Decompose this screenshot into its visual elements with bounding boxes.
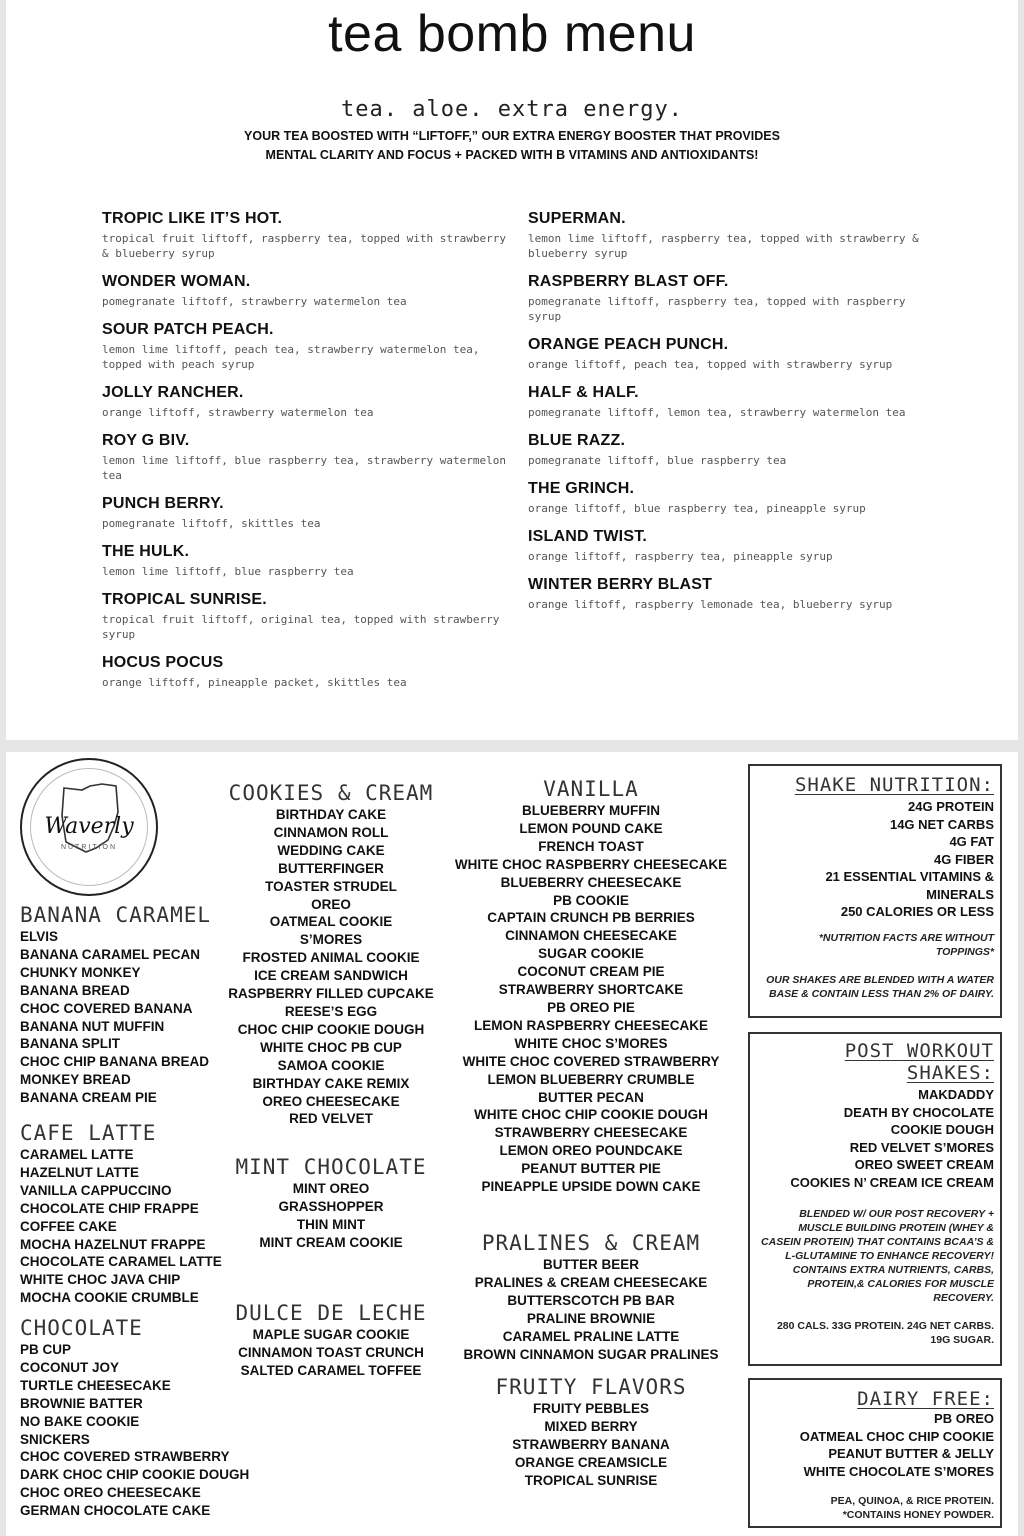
tea-name: HALF & HALF. [528,384,639,401]
flavor-item: OATMEAL COOKIE [269,914,393,930]
flavor-item: RASPBERRY FILLED CUPCAKE [228,986,434,1002]
flavor-item: 21 ESSENTIAL VITAMINS & [825,869,994,884]
flavor-item: WHITE CHOCOLATE S’MORES [803,1463,994,1479]
flavor-item: SAMOA COOKIE [277,1057,385,1073]
flavor-item: THIN MINT [296,1216,366,1232]
tea-description: orange liftoff, raspberry lemonade tea, blueberry syrup [528,598,893,611]
flavor-item: PROTEIN,& CALORIES FOR MUSCLE [807,1278,994,1290]
flavor-item: CINNAMON ROLL [273,824,389,840]
tea-item [528,384,938,420]
flavor-item: LEMON POUND CAKE [519,820,663,836]
section-title: FRUITY FLAVORS [495,1375,687,1399]
tea-description: orange liftoff, blue raspberry tea, pineapple syrup [528,502,866,515]
flavor-item: CHOC CHIP BANANA BREAD [20,1054,210,1070]
flavor-item: WEDDING CAKE [277,842,385,858]
flavor-item: CAPTAIN CRUNCH PB BERRIES [487,910,695,926]
tea-item [528,480,938,516]
tea-name: WINTER BERRY BLAST [528,576,713,593]
dulce-de-leche-section [220,1300,442,1380]
flavor-item: BUTTERSCOTCH PB BAR [507,1292,675,1308]
vanilla-section [446,776,736,1196]
flavor-item: DEATH BY CHOCOLATE [843,1104,994,1120]
flavor-item: L-GLUTAMINE TO ENHANCE RECOVERY! [785,1250,994,1262]
flavor-list [220,806,442,1128]
tea-description: pomegranate liftoff, skittles tea [102,517,321,530]
flavor-item: PB OREO PIE [547,999,635,1015]
tea-item [102,273,512,309]
menu-title: tea bomb menu [328,5,696,63]
tea-item [528,273,938,324]
tea-description: pomegranate liftoff, lemon tea, strawberry watermelon tea [528,406,906,419]
tea-name: TROPICAL SUNRISE. [102,591,267,608]
tea-item [528,432,938,468]
tea-name: SOUR PATCH PEACH. [102,321,274,338]
flavor-item: MONKEY BREAD [20,1072,131,1088]
flavor-item: VANILLA CAPPUCCINO [20,1182,172,1198]
dairy-free-box [748,1378,1002,1528]
flavor-item: BIRTHDAY CAKE [275,807,387,822]
flavor-item: CHOC COVERED BANANA [20,1000,193,1016]
logo-script-text: Waverly [44,814,134,839]
box-title: SHAKES: [906,1062,994,1084]
tea-item [102,495,512,531]
flavor-item: PRALINES & CREAM CHEESECAKE [474,1274,708,1290]
tea-item [528,336,938,372]
flavor-item: BROWN CINNAMON SUGAR PRALINES [463,1346,719,1362]
tea-name: TROPIC LIKE IT’S HOT. [102,210,283,227]
flavor-item: PINEAPPLE UPSIDE DOWN CAKE [481,1179,701,1195]
section-title: MINT CHOCOLATE [235,1155,427,1179]
flavor-item: MAPLE SUGAR COOKIE [252,1327,410,1342]
flavor-item: 4G FAT [949,834,994,849]
flavor-item: BROWNIE BATTER [20,1395,143,1411]
flavor-item: OATMEAL CHOC CHIP COOKIE [799,1428,994,1444]
flavor-item: BUTTERFINGER [278,860,384,876]
flavor-item: OREO SWEET CREAM [854,1157,994,1172]
note-line: PEA, QUINOA, & RICE PROTEIN. [830,1495,994,1507]
flavor-list [20,928,240,1107]
flavor-item: BUTTER PECAN [538,1089,644,1105]
tea-name: RASPBERRY BLAST OFF. [528,273,729,290]
flavor-item: CARAMEL LATTE [20,1147,134,1162]
tea-item [102,654,512,690]
shake-nutrition-box [748,764,1002,1018]
flavor-item: BANANA NUT MUFFIN [20,1018,165,1034]
tea-name: ROY G BIV. [102,432,190,449]
flavor-item: BIRTHDAY CAKE REMIX [252,1075,410,1091]
flavor-item: CHOC CHIP COOKIE DOUGH [237,1021,425,1037]
flavor-item: CHOC COVERED STRAWBERRY [20,1449,230,1465]
flavor-item: 14G NET CARBS [889,816,994,832]
box-title: SHAKE NUTRITION: [794,774,994,796]
flavor-item: FRUITY PEBBLES [532,1401,649,1416]
flavor-item: CINNAMON TOAST CRUNCH [238,1344,424,1360]
cafe-latte-section [20,1120,240,1307]
intro-line: MENTAL CLARITY AND FOCUS + PACKED WITH B VITAMINS AND ANTIOXIDANTS! [265,148,759,162]
tea-name: THE HULK. [102,543,190,560]
note-line: *NUTRITION FACTS ARE WITHOUT [818,931,994,944]
flavor-list [220,1326,442,1380]
tea-name: PUNCH BERRY. [102,495,224,512]
tea-item [102,384,512,420]
flavor-item: NO BAKE COOKIE [20,1413,140,1429]
fruity-flavors-section [446,1374,736,1490]
flavor-list [446,1400,736,1490]
tea-name: ORANGE PEACH PUNCH. [528,336,729,353]
flavor-item: CASEIN PROTEIN) THAT CONTAINS BCAA’S & [761,1236,994,1248]
flavor-item: RECOVERY. [933,1292,994,1304]
flavor-item: COFFEE CAKE [20,1218,117,1234]
flavor-item: COOKIE DOUGH [890,1122,994,1137]
flavor-item: CHOCOLATE CARAMEL LATTE [20,1254,222,1270]
flavor-item: WHITE CHOC PB CUP [260,1039,402,1055]
banana-caramel-section [20,902,240,1107]
tea-description: lemon lime liftoff, raspberry tea, topped with strawberry & blueberry syrup [528,232,919,260]
pralines-cream-section [446,1230,736,1363]
section-title: BANANA CARAMEL [20,903,212,927]
flavor-item: BUTTER BEER [542,1257,639,1272]
tea-description: pomegranate liftoff, blue raspberry tea [528,454,787,467]
flavor-item: MINT CREAM COOKIE [259,1234,403,1250]
tea-item [102,432,512,483]
note-line: OUR SHAKES ARE BLENDED WITH A WATER [766,973,994,986]
flavor-item: GRASSHOPPER [278,1198,384,1214]
cookies-cream-section [220,780,442,1128]
tea-description: orange liftoff, pineapple packet, skittles tea [102,676,407,689]
flavor-item: CONTAINS EXTRA NUTRIENTS, CARBS, [792,1264,994,1276]
flavor-item: PB OREO [934,1411,994,1426]
flavor-list [446,1256,736,1363]
tea-item [528,528,938,564]
post-workout-stats [756,1319,994,1347]
flavor-item: CINNAMON CHEESECAKE [505,928,677,944]
tea-description: tropical fruit liftoff, raspberry tea, topped with strawberry & blueberry syrup [102,232,506,260]
flavor-item: CHOC OREO CHEESECAKE [20,1485,201,1501]
flavor-item: SALTED CARAMEL TOFFEE [240,1362,422,1378]
flavor-item: PB CUP [20,1342,72,1357]
tea-item [528,576,938,612]
flavor-item: CHOCOLATE CHIP FRAPPE [20,1200,199,1216]
flavor-item: MUSCLE BUILDING PROTEIN (WHEY & [798,1222,994,1234]
flavor-item: 4G FIBER [934,851,994,867]
note-line: BASE & CONTAIN LESS THAN 2% OF DAIRY. [768,987,994,1000]
flavor-item: MOCHA COOKIE CRUMBLE [20,1290,199,1306]
note-line: *CONTAINS HONEY POWDER. [842,1509,994,1521]
tea-list-left [102,210,512,702]
flavor-item: HAZELNUT LATTE [20,1164,139,1180]
dairy-free-note [756,1494,994,1522]
flavor-item: STRAWBERRY BANANA [512,1436,670,1452]
flavor-list [446,802,736,1196]
flavor-item: FROSTED ANIMAL COOKIE [242,950,420,966]
flavor-item: BANANA BREAD [20,982,130,998]
flavor-item: ELVIS [20,929,59,944]
box-title: POST WORKOUT [844,1040,994,1062]
post-workout-note [756,1207,994,1305]
tea-name: SUPERMAN. [528,210,626,227]
flavor-item: ICE CREAM SANDWICH [254,968,408,984]
tea-list-right [528,210,938,624]
tea-item [102,321,512,372]
dairy-free-list [756,1410,994,1480]
flavor-item: WHITE CHOC JAVA CHIP [20,1272,181,1288]
flavor-item: STRAWBERRY CHEESECAKE [494,1125,688,1141]
tea-item [528,210,938,261]
section-title: VANILLA [543,777,639,801]
flavor-item: CARAMEL PRALINE LATTE [502,1328,680,1344]
flavor-item: MINERALS [926,886,994,902]
flavor-item: S’MORES [299,932,363,948]
flavor-item: ORANGE CREAMSICLE [514,1454,668,1470]
flavor-item: COCONUT CREAM PIE [517,964,665,980]
flavor-item: COCONUT JOY [20,1359,120,1375]
flavor-item: OREO CHEESECAKE [262,1093,400,1109]
tea-description: pomegranate liftoff, raspberry tea, topped with raspberry syrup [528,295,906,323]
flavor-item: LEMON BLUEBERRY CRUMBLE [487,1071,695,1087]
flavor-item: WHITE CHOC CHIP COOKIE DOUGH [474,1107,708,1123]
tea-name: HOCUS POCUS [102,654,224,671]
tea-description: lemon lime liftoff, peach tea, strawberry watermelon tea, topped with peach syrup [102,343,480,371]
flavor-item: RED VELVET [289,1111,373,1127]
tea-description: orange liftoff, peach tea, topped with strawberry syrup [528,358,893,371]
flavor-item: DARK CHOC CHIP COOKIE DOUGH [20,1467,250,1483]
flavor-item: BLUEBERRY MUFFIN [522,803,660,818]
section-title: CAFE LATTE [20,1121,157,1145]
flavor-item: PRALINE BROWNIE [526,1310,656,1326]
tea-description: lemon lime liftoff, blue raspberry tea [102,565,354,578]
flavor-item: BLUEBERRY CHEESECAKE [500,874,682,890]
flavor-item: BANANA SPLIT [20,1036,120,1052]
flavor-item: RED VELVET S’MORES [849,1139,994,1155]
flavor-item: BLENDED W/ OUR POST RECOVERY + [799,1208,994,1220]
tea-name: BLUE RAZZ. [528,432,626,449]
flavor-list [20,1146,240,1307]
stats-line: 19G SUGAR. [930,1334,994,1346]
mint-chocolate-section [220,1154,442,1252]
flavor-item: STRAWBERRY SHORTCAKE [498,982,684,998]
box-title: DAIRY FREE: [857,1388,994,1410]
note-line: TOPPINGS* [935,945,994,958]
section-title: DULCE DE LECHE [235,1301,427,1325]
flavor-item: COOKIES N’ CREAM ICE CREAM [790,1174,994,1190]
flavor-item: WHITE CHOC S’MORES [514,1035,668,1051]
waverly-nutrition-logo [20,758,158,896]
tea-item [102,591,512,642]
tea-description: lemon lime liftoff, blue raspberry tea, strawberry watermelon tea [102,454,506,482]
flavor-item: REESE’S EGG [284,1003,378,1019]
nutrition-note [756,931,994,959]
flavor-item: TROPICAL SUNRISE [524,1472,658,1488]
flavor-item: MIXED BERRY [544,1418,638,1434]
tea-name: WONDER WOMAN. [102,273,251,290]
flavor-item: CHUNKY MONKEY [20,964,141,980]
section-title: PRALINES & CREAM [481,1231,701,1255]
tea-name: JOLLY RANCHER. [102,384,244,401]
section-title: COOKIES & CREAM [228,781,434,805]
flavor-item: TOASTER STRUDEL [265,878,397,894]
flavor-item: 250 CALORIES OR LESS [840,904,994,919]
flavor-item: 24G PROTEIN [908,799,994,814]
intro-line: YOUR TEA BOOSTED WITH “LIFTOFF,” OUR EXTRA ENERGY BOOSTER THAT PROVIDES [244,129,780,143]
flavor-item: PEANUT BUTTER PIE [521,1161,661,1177]
stats-line: 280 CALS. 33G PROTEIN. 24G NET CARBS. [776,1320,994,1332]
flavor-item: LEMON OREO POUNDCAKE [499,1143,683,1159]
flavor-item: PEANUT BUTTER & JELLY [828,1446,994,1461]
flavor-item: LEMON RASPBERRY CHEESECAKE [473,1017,709,1033]
shake-menu-panel [6,752,1018,1536]
tea-description: orange liftoff, raspberry tea, pineapple syrup [528,550,833,563]
tea-name: THE GRINCH. [528,480,635,497]
tea-item [102,210,512,261]
flavor-item: MINT OREO [292,1181,370,1196]
tea-description: orange liftoff, strawberry watermelon tea [102,406,374,419]
flavor-item: SNICKERS [20,1431,90,1447]
flavor-list [220,1180,442,1252]
flavor-item: PB COOKIE [553,892,629,908]
tea-item [102,543,512,579]
shake-base-note [756,973,994,1001]
post-workout-list [756,1086,994,1191]
flavor-item: MOCHA HAZELNUT FRAPPE [20,1236,206,1252]
post-workout-box [748,1032,1002,1366]
tea-name: ISLAND TWIST. [528,528,648,545]
section-title: CHOCOLATE [20,1316,143,1340]
flavor-item: MAKDADDY [918,1087,994,1102]
flavor-item: GERMAN CHOCOLATE CAKE [20,1503,211,1519]
menu-intro [6,127,1018,165]
menu-tagline: tea. aloe. extra energy. [341,97,683,122]
flavor-item: FRENCH TOAST [538,838,644,854]
tea-description: pomegranate liftoff, strawberry watermelon tea [102,295,407,308]
flavor-item: OREO [311,896,351,912]
flavor-item: BANANA CARAMEL PECAN [20,946,201,962]
tea-description: tropical fruit liftoff, original tea, topped with strawberry syrup [102,613,500,641]
flavor-item: WHITE CHOC RASPBERRY CHEESECAKE [454,856,728,872]
tea-bomb-menu-panel [6,0,1018,740]
flavor-item: WHITE CHOC COVERED STRAWBERRY [462,1053,720,1069]
nutrition-facts [756,798,994,921]
flavor-item: BANANA CREAM PIE [20,1090,157,1106]
logo-sub-text: NUTRITION [60,844,118,851]
flavor-item: TURTLE CHEESECAKE [20,1377,171,1393]
flavor-item: SUGAR COOKIE [538,946,644,962]
